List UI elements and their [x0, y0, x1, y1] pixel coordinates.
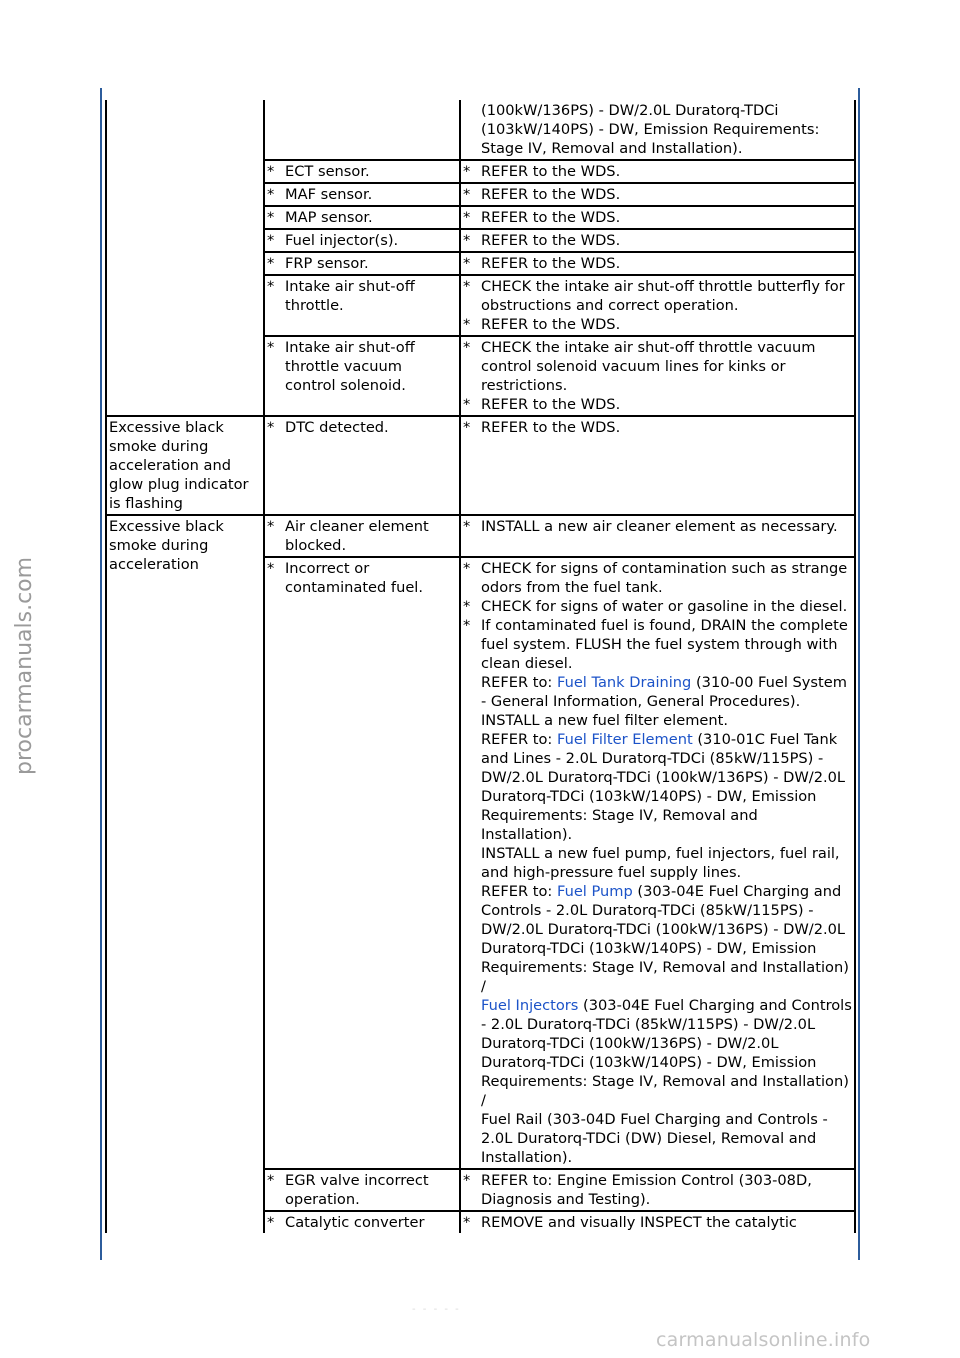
action-text: REFER to the WDS. — [481, 163, 621, 180]
action-text — [463, 882, 852, 996]
bullet-star: * — [463, 339, 471, 356]
action-cell — [460, 416, 855, 515]
bullet-star: * — [463, 186, 471, 203]
reference-text: (310-00 Fuel System - General Information, General Procedures). — [481, 674, 847, 710]
action-text: (100kW/136PS) - DW/2.0L Duratorq-TDCi (103kW/140PS) - DW, Emission Requirements: Stage IV, Removal and Installation). — [481, 102, 820, 157]
cause-text: Intake air shut-off throttle. — [285, 278, 415, 314]
bullet-star: * — [463, 278, 471, 295]
cause-cell — [264, 100, 460, 160]
bullet-star: * — [267, 163, 275, 180]
bullet-star: * — [267, 255, 275, 272]
table-row — [106, 416, 855, 515]
cause-cell — [264, 1211, 460, 1233]
action-text: INSTALL a new air cleaner element as necessary. — [481, 518, 838, 535]
bullet-star: * — [463, 1214, 471, 1231]
cause-text: MAF sensor. — [285, 186, 373, 203]
table-row — [106, 515, 855, 557]
action-text: REMOVE and visually INSPECT the catalytic — [481, 1214, 797, 1231]
reference-text: (303-04E Fuel Charging and Controls - 2.0L Duratorq-TDCi (85kW/115PS) - DW/2.0L Duratorq-TDCi (100kW/136PS) - DW/2.0L Duratorq-TDCi (103kW/140PS) - DW, Emission Requirements: Stage IV, Removal and Installation) / — [481, 883, 849, 995]
action-text: INSTALL a new fuel filter element. — [481, 712, 728, 729]
right-margin-line — [858, 88, 860, 1260]
bullet-star: * — [267, 518, 275, 535]
bullet-star: * — [463, 560, 471, 577]
cause-cell — [264, 515, 460, 557]
bullet-star: * — [463, 1172, 471, 1189]
cause-cell — [264, 336, 460, 416]
action-text: If contaminated fuel is found, DRAIN the complete fuel system. FLUSH the fuel system through with clean diesel. — [481, 617, 848, 672]
symptom-chart-table — [105, 100, 856, 1233]
action-text: CHECK the intake air shut-off throttle butterfly for obstructions and correct operation. — [481, 278, 845, 314]
bullet-star: * — [267, 339, 275, 356]
cause-text: FRP sensor. — [285, 255, 369, 272]
cause-cell — [264, 252, 460, 275]
refer-prefix: REFER to: — [481, 674, 557, 691]
action-text: Fuel Rail (303-04D Fuel Charging and Controls - 2.0L Duratorq-TDCi (DW) Diesel, Removal and Installation). — [481, 1111, 828, 1166]
condition-text: Excessive black smoke during acceleration and glow plug indicator is flashing — [109, 419, 249, 512]
fuel-pump-link[interactable]: Fuel Pump — [556, 883, 633, 900]
action-text — [463, 730, 852, 844]
action-cell — [460, 160, 855, 183]
bottom-watermark: carmanualsonline.info — [656, 1329, 871, 1351]
cause-text: ECT sensor. — [285, 163, 370, 180]
action-cell — [460, 1211, 855, 1233]
action-text: REFER to the WDS. — [481, 232, 621, 249]
bullet-star: * — [463, 617, 471, 634]
table-row — [106, 100, 855, 160]
action-cell — [460, 252, 855, 275]
bullet-star: * — [463, 598, 471, 615]
refer-prefix: REFER to: — [481, 731, 557, 748]
condition-cell — [106, 416, 264, 515]
cause-cell — [264, 229, 460, 252]
action-text: REFER to the WDS. — [481, 396, 621, 413]
action-cell — [460, 100, 855, 160]
bullet-star: * — [267, 560, 275, 577]
cause-text: DTC detected. — [285, 419, 389, 436]
action-text: REFER to the WDS. — [481, 419, 621, 436]
bullet-star: * — [463, 232, 471, 249]
action-text: REFER to the WDS. — [481, 255, 621, 272]
condition-cell — [106, 515, 264, 1233]
action-text: REFER to: Engine Emission Control (303-08D, Diagnosis and Testing). — [481, 1172, 812, 1208]
action-cell — [460, 229, 855, 252]
cause-text: Incorrect or contaminated fuel. — [285, 560, 423, 596]
fuel-tank-draining-link[interactable]: Fuel Tank Draining — [556, 674, 692, 691]
bullet-star: * — [463, 255, 471, 272]
action-text — [463, 996, 852, 1110]
bullet-star: * — [463, 419, 471, 436]
bullet-star: * — [267, 232, 275, 249]
cause-cell — [264, 183, 460, 206]
cause-text: MAP sensor. — [285, 209, 373, 226]
refer-prefix: REFER to: — [481, 883, 557, 900]
fuel-injectors-link[interactable]: Fuel Injectors — [481, 997, 579, 1014]
bullet-star: * — [267, 419, 275, 436]
bullet-star: * — [267, 186, 275, 203]
cause-text: Intake air shut-off throttle vacuum control solenoid. — [285, 339, 415, 394]
bullet-star: * — [463, 316, 471, 333]
cause-text: EGR valve incorrect operation. — [285, 1172, 429, 1208]
bullet-star: * — [267, 1172, 275, 1189]
action-text: REFER to the WDS. — [481, 316, 621, 333]
cause-text: Catalytic converter — [285, 1214, 425, 1231]
action-text: CHECK the intake air shut-off throttle vacuum control solenoid vacuum lines for kinks or restrictions. — [481, 339, 816, 394]
bullet-star: * — [267, 278, 275, 295]
bullet-star: * — [463, 396, 471, 413]
action-text: REFER to the WDS. — [481, 209, 621, 226]
action-cell — [460, 515, 855, 557]
reference-text: (303-04E Fuel Charging and Controls - 2.0L Duratorq-TDCi (85kW/115PS) - DW/2.0L Duratorq-TDCi (100kW/136PS) - DW/2.0L Duratorq-TDCi (103kW/140PS) - DW, Emission Requirements: Stage IV, Removal and Installation) / — [481, 997, 852, 1109]
action-text: REFER to the WDS. — [481, 186, 621, 203]
action-cell — [460, 557, 855, 1169]
cause-cell — [264, 557, 460, 1169]
action-text: INSTALL a new fuel pump, fuel injectors, fuel rail, and high-pressure fuel supply lines. — [481, 845, 840, 881]
condition-cell-empty — [106, 100, 264, 416]
page-number: - - - - - — [412, 1304, 461, 1315]
fuel-filter-element-link[interactable]: Fuel Filter Element — [556, 731, 693, 748]
condition-text: Excessive black smoke during acceleration — [109, 518, 224, 573]
action-text: CHECK for signs of contamination such as strange odors from the fuel tank. — [481, 560, 848, 596]
action-cell — [460, 336, 855, 416]
action-cell — [460, 275, 855, 336]
cause-cell — [264, 160, 460, 183]
action-cell — [460, 206, 855, 229]
cause-cell — [264, 416, 460, 515]
cause-cell — [264, 1169, 460, 1211]
bullet-star: * — [463, 209, 471, 226]
bullet-star: * — [463, 518, 471, 535]
cause-cell — [264, 275, 460, 336]
left-margin-line — [100, 88, 102, 1260]
cause-text: Air cleaner element blocked. — [285, 518, 429, 554]
action-cell — [460, 1169, 855, 1211]
reference-text: (310-01C Fuel Tank and Lines - 2.0L Duratorq-TDCi (85kW/115PS) - DW/2.0L Duratorq-TDCi (100kW/136PS) - DW/2.0L Duratorq-TDCi (103kW/140PS) - DW, Emission Requirements: Stage IV, Removal and Installation). — [481, 731, 846, 843]
action-text — [463, 673, 852, 711]
action-text: CHECK for signs of water or gasoline in the diesel. — [481, 598, 848, 615]
bullet-star: * — [463, 163, 471, 180]
action-cell — [460, 183, 855, 206]
bullet-star: * — [267, 1214, 275, 1231]
cause-cell — [264, 206, 460, 229]
side-watermark: procarmanuals.com — [12, 556, 37, 775]
cause-text: Fuel injector(s). — [285, 232, 399, 249]
bullet-star: * — [267, 209, 275, 226]
